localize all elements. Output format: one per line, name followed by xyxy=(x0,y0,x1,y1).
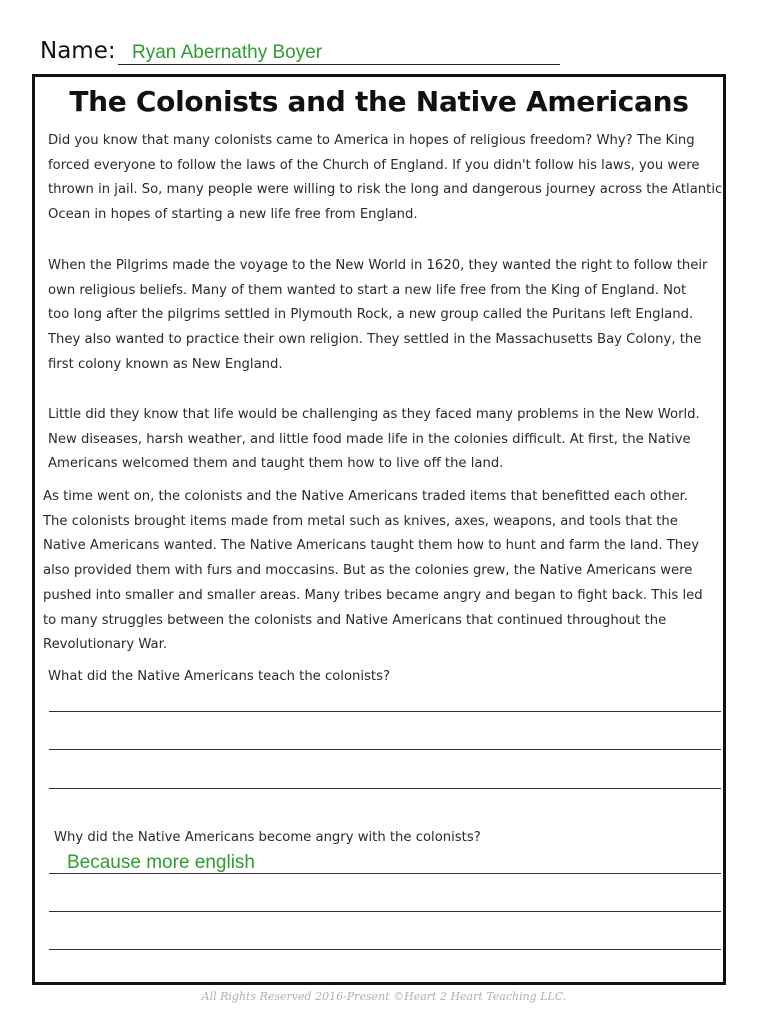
question-2: Why did the Native Americans become angry with the colonists? xyxy=(54,830,481,845)
name-row xyxy=(40,38,560,70)
paragraph-line: too long after the pilgrims settled in Plymouth Rock, a new group called the Puritans left England. xyxy=(48,307,694,323)
paragraph-line: to many struggles between the colonists and Native Americans that continued throughout the xyxy=(43,612,667,628)
name-label: Name: xyxy=(40,38,116,64)
answer-line[interactable] xyxy=(49,873,721,874)
paragraph-line: The colonists brought items made from metal such as knives, axes, weapons, and tools that the xyxy=(43,513,678,529)
name-field[interactable]: Ryan Abernathy Boyer xyxy=(132,42,323,63)
question-1: What did the Native Americans teach the colonists? xyxy=(48,669,390,684)
answer-line[interactable] xyxy=(49,949,721,950)
paragraph-line: forced everyone to follow the laws of the Church of England. If you didn't follow his laws, you were xyxy=(48,157,700,173)
paragraph-line: When the Pilgrims made the voyage to the New World in 1620, they wanted the right to follow their xyxy=(48,258,708,273)
answer-line[interactable] xyxy=(49,788,721,789)
paragraph-line: They also wanted to practice their own religion. They settled in the Massachusetts Bay Colony, the xyxy=(48,332,702,348)
paragraph-line: Ocean in hopes of starting a new life free from England. xyxy=(48,207,418,223)
answer-line[interactable] xyxy=(49,711,721,712)
paragraph-line: pushed into smaller and smaller areas. Many tribes became angry and began to fight back. This led xyxy=(43,587,703,603)
paragraph-1 xyxy=(48,129,722,228)
answer-line[interactable] xyxy=(49,911,721,912)
paragraph-line: Little did they know that life would be challenging as they faced many problems in the New World. xyxy=(48,407,700,422)
paragraph-line: thrown in jail. So, many people were willing to risk the long and dangerous journey across the Atlantic xyxy=(48,182,723,198)
copyright-footer: All Rights Reserved 2016-Present ©Heart 2 Heart Teaching LLC. xyxy=(201,990,567,1003)
paragraph-line: first colony known as New England. xyxy=(48,356,283,372)
paragraph-4 xyxy=(43,485,703,658)
paragraph-2 xyxy=(48,254,707,378)
paragraph-line: Revolutionary War. xyxy=(43,637,168,653)
paragraph-line: also provided them with furs and moccasins. But as the colonies grew, the Native Americans were xyxy=(43,563,693,579)
paragraph-line: Native Americans wanted. The Native Americans taught them how to hunt and farm the land. They xyxy=(43,538,700,554)
paragraph-line: As time went on, the colonists and the Native Americans traded items that benefitted each other. xyxy=(43,489,688,504)
paragraph-line: Americans welcomed them and taught them how to live off the land. xyxy=(48,456,504,472)
paragraph-line: Did you know that many colonists came to America in hopes of religious freedom? Why? The King xyxy=(48,133,695,148)
worksheet-title: The Colonists and the Native Americans xyxy=(69,85,689,118)
paragraph-line: New diseases, harsh weather, and little food made life in the colonies difficult. At first, the Native xyxy=(48,431,691,447)
paragraph-3 xyxy=(48,403,700,477)
name-underline xyxy=(118,64,560,65)
worksheet-frame xyxy=(32,74,726,985)
paragraph-line: own religious beliefs. Many of them wanted to start a new life free from the King of England. Not xyxy=(48,282,687,298)
answer-line[interactable] xyxy=(49,749,721,750)
answer-2-text[interactable]: Because more english xyxy=(67,852,255,873)
